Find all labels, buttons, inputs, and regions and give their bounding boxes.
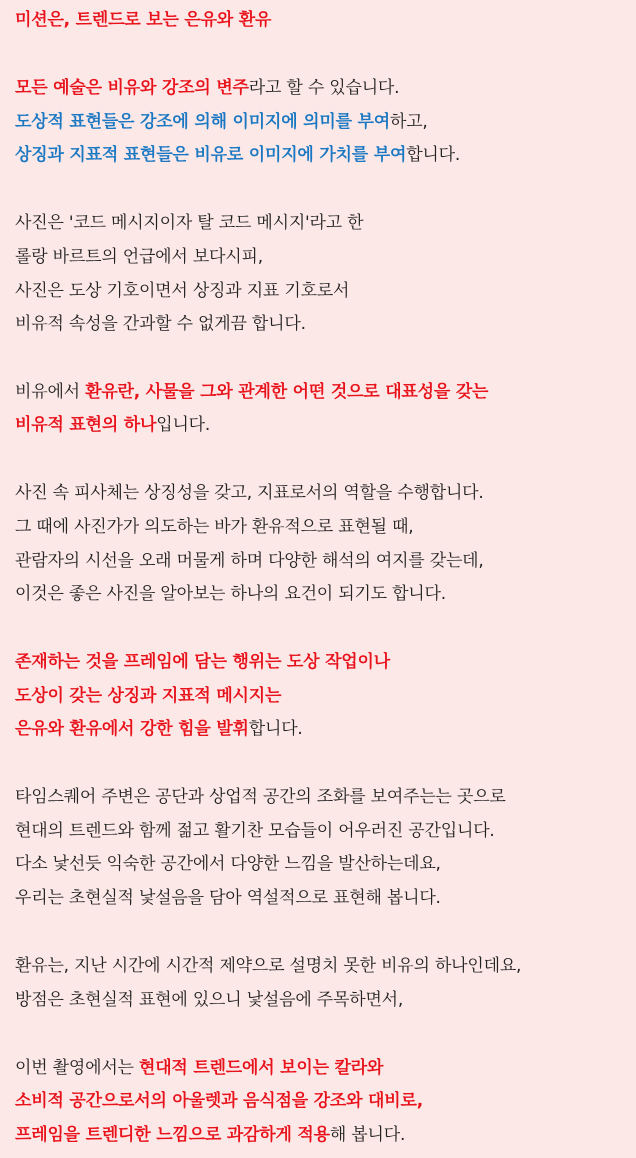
body-text: 사진 속 피사체는 상징성을 갖고, 지표로서의 역할을 수행합니다. (15, 483, 484, 503)
body-text: 합니다. (406, 145, 461, 165)
body-text: 환유는, 지난 시간에 시간적 제약으로 설명치 못한 비유의 하나인데요, (15, 956, 522, 976)
body-text: 타임스퀘어 주변은 공단과 상업적 공간의 조화를 보여주는는 곳으로 (15, 787, 506, 807)
paragraph-8-line-2 (15, 1089, 423, 1113)
paragraph-7-line-2 (15, 988, 403, 1012)
body-text: 하고, (389, 112, 428, 132)
paragraph-2-line-2 (15, 245, 263, 269)
emphasis-text-red: 비유적 표현의 하나 (15, 415, 157, 435)
body-text: 다소 낯선듯 익숙한 공간에서 다양한 느낌을 발산하는데요, (15, 854, 441, 874)
emphasis-text-red: 도상이 갖는 상징과 지표적 메시지는 (15, 686, 282, 706)
paragraph-2-line-4 (15, 312, 306, 336)
paragraph-1-line-2 (15, 110, 428, 134)
body-text: 해 봅니다. (329, 1125, 406, 1145)
paragraph-5-line-1 (15, 650, 390, 674)
paragraph-6-line-1 (15, 785, 506, 809)
paragraph-6-line-3 (15, 852, 441, 876)
body-text: 현대의 트렌드와 함께 젊고 활기찬 모습들이 어우러진 공간입니다. (15, 821, 495, 841)
body-text: 사진은 도상 기호이면서 상징과 지표 기호로서 (15, 281, 350, 301)
body-text: 이것은 좋은 사진을 알아보는 하나의 요건이 되기도 합니다. (15, 584, 446, 604)
emphasis-text-blue: 상징과 지표적 표현들은 비유로 이미지에 가치를 부여 (15, 145, 407, 165)
paragraph-8-line-3 (15, 1123, 405, 1147)
body-text: 우리는 초현실적 낯설음을 담아 역설적으로 표현해 봅니다. (15, 888, 441, 908)
body-text: 이번 촬영에서는 (15, 1058, 139, 1078)
article-title: 미션은, 트렌드로 보는 은유와 환유 (15, 10, 272, 30)
paragraph-1-line-3 (15, 143, 460, 167)
emphasis-text-red: 현대적 트렌드에서 보이는 칼라와 (138, 1058, 384, 1078)
emphasis-text-red: 존재하는 것을 프레임에 담는 행위는 도상 작업이나 (15, 652, 390, 672)
paragraph-6-line-2 (15, 819, 495, 843)
body-text: 비유에서 (15, 382, 86, 402)
paragraph-5-line-2 (15, 684, 281, 708)
body-text: 롤랑 바르트의 언급에서 보다시피, (15, 247, 263, 267)
paragraph-3-line-1 (15, 380, 488, 404)
paragraph-6-line-4 (15, 886, 441, 910)
paragraph-8-line-1 (15, 1056, 383, 1080)
body-text: 사진은 '코드 메시지이자 탈 코드 메시지'라고 한 (15, 213, 364, 233)
paragraph-2-line-3 (15, 279, 349, 303)
body-text: 관람자의 시선을 오래 머물게 하며 다양한 해석의 여지를 갖는데, (15, 551, 484, 571)
emphasis-text-red: 프레임을 트렌디한 느낌으로 과감하게 적용 (15, 1125, 330, 1145)
paragraph-4-line-2 (15, 515, 414, 539)
emphasis-text-blue: 도상적 표현들은 강조에 의해 이미지에 의미를 부여 (15, 112, 390, 132)
body-text: 라고 할 수 있습니다. (248, 78, 400, 98)
body-text: 방점은 초현실적 표현에 있으니 낯설음에 주목하면서, (15, 990, 404, 1010)
emphasis-text-red: 소비적 공간으로서의 아울렛과 음식점을 강조와 대비로, (15, 1091, 423, 1111)
paragraph-7-line-1 (15, 954, 521, 978)
body-text: 비유적 속성을 간과할 수 없게끔 합니다. (15, 314, 306, 334)
body-text: 입니다. (156, 415, 211, 435)
paragraph-4-line-3 (15, 549, 484, 573)
paragraph-1-line-1 (15, 76, 399, 100)
paragraph-4-line-1 (15, 481, 484, 505)
body-text: 합니다. (248, 719, 303, 739)
paragraph-5-line-3 (15, 717, 303, 741)
emphasis-text-red: 환유란, 사물을 그와 관계한 어떤 것으로 대표성을 갖는 (85, 382, 489, 402)
paragraph-4-line-4 (15, 582, 446, 606)
body-text: 그 때에 사진가가 의도하는 바가 환유적으로 표현될 때, (15, 517, 414, 537)
emphasis-text-red: 은유와 환유에서 강한 힘을 발휘 (15, 719, 249, 739)
paragraph-3-line-2 (15, 413, 210, 437)
paragraph-2-line-1 (15, 211, 363, 235)
emphasis-text-red: 모든 예술은 비유와 강조의 변주 (15, 78, 249, 98)
